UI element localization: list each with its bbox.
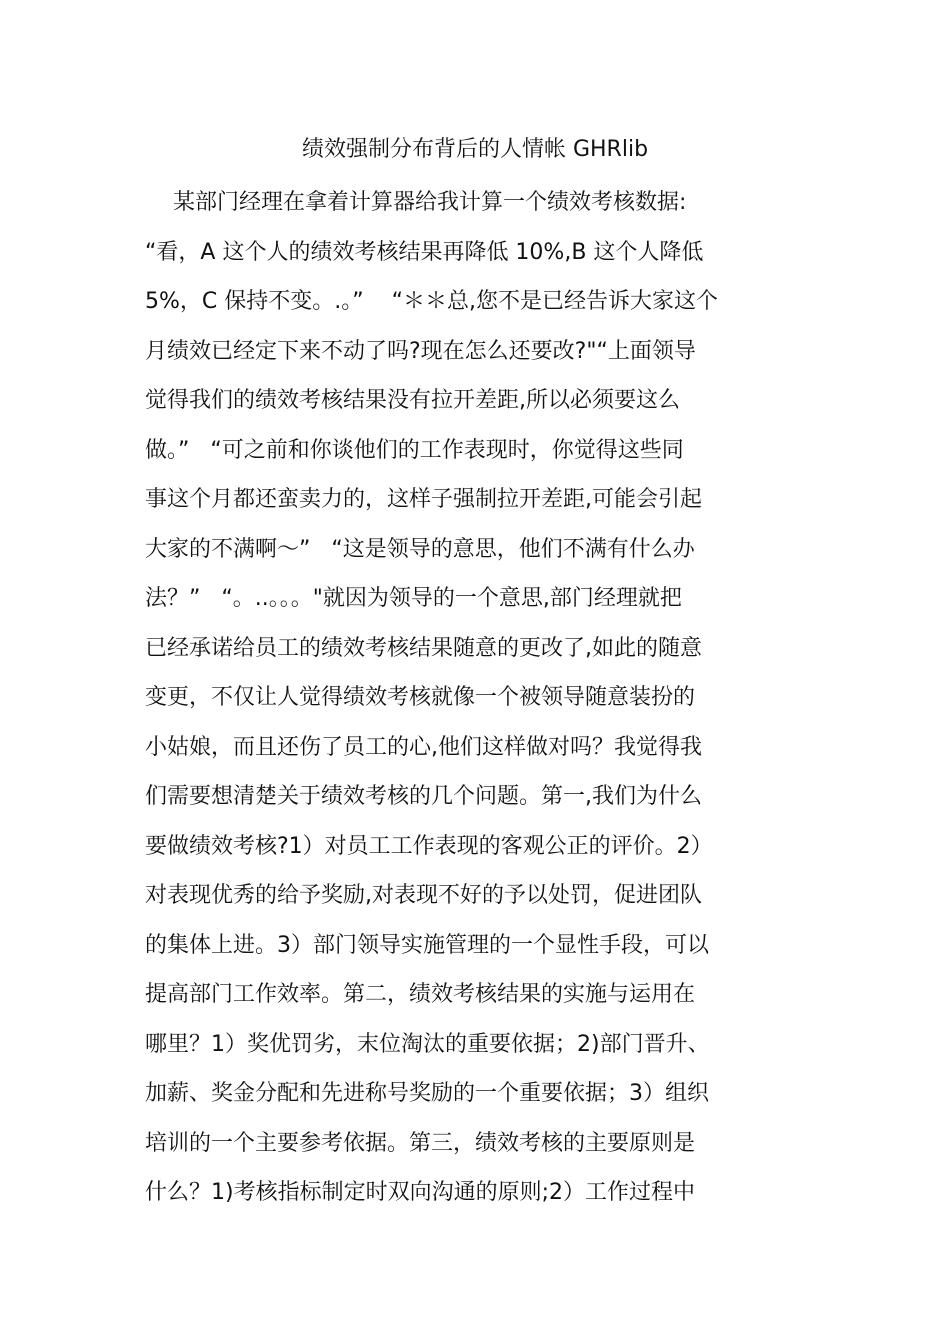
document-body — [145, 178, 815, 1218]
body-line: 什么？1)考核指标制定时双向沟通的原则;2）工作过程中 — [145, 1180, 695, 1205]
body-line: 已经承诺给员工的绩效考核结果随意的更改了,如此的随意 — [145, 635, 702, 661]
body-line: 大家的不满啊～” “这是领导的意思，他们不满有什么办 — [145, 536, 695, 562]
body-line: 法？” “。..。。。"就因为领导的一个意思,部门经理就把 — [145, 586, 682, 611]
body-line: 某部门经理在拿着计算器给我计算一个绩效考核数据: — [145, 190, 687, 215]
body-line: 小姑娘，而且还伤了员工的心,他们这样做对吗？我觉得我 — [145, 734, 702, 760]
body-line: 培训的一个主要参考依据。第三，绩效考核的主要原则是 — [145, 1130, 696, 1156]
document-title: 绩效强制分布背后的人情帐 GHRlib — [301, 137, 649, 162]
body-line: 的集体上进。3）部门领导实施管理的一个显性手段，可以 — [145, 932, 709, 958]
body-line: 们需要想清楚关于绩效考核的几个问题。第一,我们为什么 — [145, 784, 702, 809]
body-line: 对表现优秀的给予奖励,对表现不好的予以处罚，促进团队 — [145, 883, 702, 908]
body-line: 要做绩效考核?1）对员工工作表现的客观公正的评价。2） — [145, 833, 713, 859]
body-line: 提高部门工作效率。第二，绩效考核结果的实施与运用在 — [145, 982, 696, 1007]
body-line: 变更，不仅让人觉得绩效考核就像一个被领导随意装扮的 — [145, 685, 696, 710]
body-line: 觉得我们的绩效考核结果没有拉开差距,所以必须要这么 — [145, 388, 680, 413]
body-line: “看，A 这个人的绩效考核结果再降低 10%,B 这个人降低 — [145, 239, 704, 265]
body-line: 月绩效已经定下来不动了吗?现在怎么还要改?"“上面领导 — [145, 338, 696, 364]
body-line: 做。” “可之前和你谈他们的工作表现时，你觉得这些同 — [145, 437, 684, 463]
body-line: 事这个月都还蛮卖力的，这样子强制拉开差距,可能会引起 — [145, 487, 702, 512]
body-line: 加薪、奖金分配和先进称号奖励的一个重要依据；3）组织 — [145, 1081, 709, 1106]
body-line: 5%，C 保持不变。.。” “＊＊总,您不是已经告诉大家这个 — [145, 289, 719, 314]
body-line: 哪里？1）奖优罚劣，末位淘汰的重要依据；2)部门晋升、 — [145, 1031, 710, 1057]
